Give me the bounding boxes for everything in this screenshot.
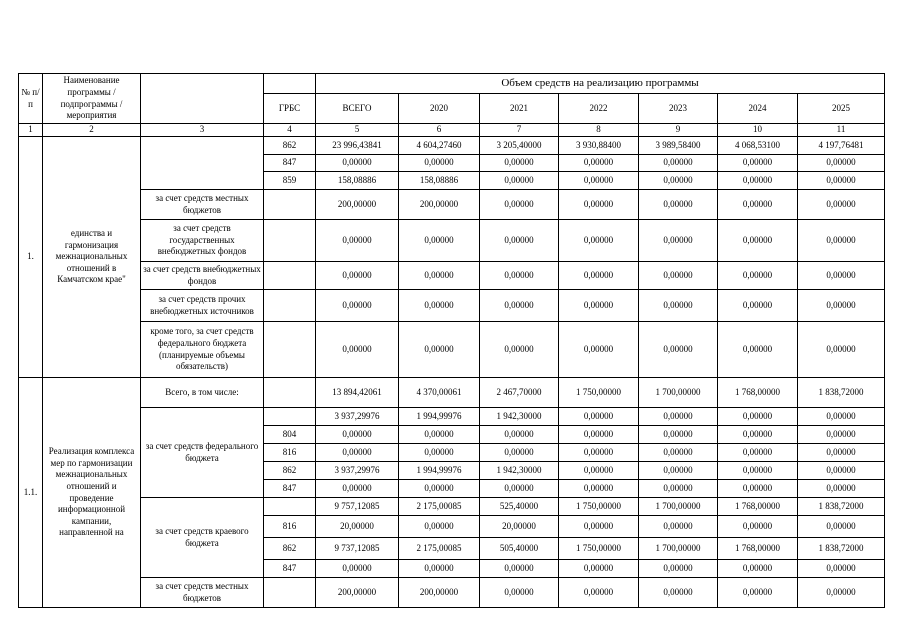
table-row xyxy=(19,322,885,378)
grbs-code xyxy=(264,190,316,220)
year-value: 20,00000 xyxy=(480,516,559,538)
total-value: 200,00000 xyxy=(316,578,399,608)
header-year: 2022 xyxy=(559,94,639,124)
year-value: 0,00000 xyxy=(798,322,885,378)
year-value: 0,00000 xyxy=(718,516,798,538)
header-year: 2020 xyxy=(399,94,480,124)
year-value: 0,00000 xyxy=(480,480,559,498)
year-value: 0,00000 xyxy=(559,408,639,426)
year-value: 1 838,72000 xyxy=(798,378,885,408)
table-row xyxy=(19,578,885,608)
header-source xyxy=(141,74,264,124)
header-year: 2021 xyxy=(480,94,559,124)
grbs-code: 862 xyxy=(264,137,316,155)
year-value: 4 604,27460 xyxy=(399,137,480,155)
year-value: 0,00000 xyxy=(798,408,885,426)
year-value: 1 700,00000 xyxy=(639,498,718,516)
total-value: 3 937,29976 xyxy=(316,462,399,480)
table-row xyxy=(19,262,885,290)
table-row xyxy=(19,290,885,322)
budget-table xyxy=(18,73,885,608)
grbs-code xyxy=(264,378,316,408)
year-value: 0,00000 xyxy=(480,322,559,378)
year-value: 525,40000 xyxy=(480,498,559,516)
total-value: 20,00000 xyxy=(316,516,399,538)
grbs-code xyxy=(264,220,316,262)
year-value: 0,00000 xyxy=(559,262,639,290)
grbs-code xyxy=(264,408,316,426)
year-value: 0,00000 xyxy=(480,262,559,290)
year-value: 0,00000 xyxy=(399,262,480,290)
year-value: 0,00000 xyxy=(798,290,885,322)
grbs-code xyxy=(264,498,316,516)
table-row xyxy=(19,378,885,408)
year-value: 0,00000 xyxy=(639,190,718,220)
year-value: 4 370,00061 xyxy=(399,378,480,408)
total-value: 0,00000 xyxy=(316,444,399,462)
total-value: 0,00000 xyxy=(316,220,399,262)
total-value: 0,00000 xyxy=(316,480,399,498)
year-value: 2 175,00085 xyxy=(399,538,480,560)
year-value: 0,00000 xyxy=(718,322,798,378)
year-value: 0,00000 xyxy=(559,462,639,480)
year-value: 1 994,99976 xyxy=(399,408,480,426)
year-value: 0,00000 xyxy=(399,155,480,172)
year-value: 1 838,72000 xyxy=(798,498,885,516)
grbs-code: 816 xyxy=(264,444,316,462)
year-value: 1 750,00000 xyxy=(559,498,639,516)
year-value: 0,00000 xyxy=(639,578,718,608)
column-number: 6 xyxy=(399,124,480,137)
column-number: 5 xyxy=(316,124,399,137)
year-value: 0,00000 xyxy=(559,480,639,498)
header-num: № п/п xyxy=(19,74,43,124)
year-value: 0,00000 xyxy=(639,172,718,190)
table-body xyxy=(19,74,885,608)
year-value: 0,00000 xyxy=(559,444,639,462)
year-value: 0,00000 xyxy=(718,444,798,462)
year-value: 0,00000 xyxy=(639,408,718,426)
year-value: 0,00000 xyxy=(639,560,718,578)
grbs-code xyxy=(264,262,316,290)
total-value: 0,00000 xyxy=(316,155,399,172)
year-value: 0,00000 xyxy=(480,560,559,578)
year-value: 0,00000 xyxy=(639,155,718,172)
total-value: 0,00000 xyxy=(316,290,399,322)
funding-source: за счет средств прочих внебюджетных источников xyxy=(141,290,264,322)
year-value: 0,00000 xyxy=(399,444,480,462)
grbs-code: 862 xyxy=(264,462,316,480)
year-value: 0,00000 xyxy=(480,444,559,462)
year-value: 0,00000 xyxy=(718,290,798,322)
total-value: 0,00000 xyxy=(316,322,399,378)
year-value: 0,00000 xyxy=(798,578,885,608)
header-year: 2023 xyxy=(639,94,718,124)
year-value: 0,00000 xyxy=(559,290,639,322)
year-value: 0,00000 xyxy=(480,155,559,172)
grbs-code: 862 xyxy=(264,538,316,560)
year-value: 0,00000 xyxy=(798,262,885,290)
grbs-code xyxy=(264,322,316,378)
total-value: 9 737,12085 xyxy=(316,538,399,560)
year-value: 0,00000 xyxy=(559,220,639,262)
year-value: 0,00000 xyxy=(718,578,798,608)
grbs-code: 847 xyxy=(264,480,316,498)
year-value: 0,00000 xyxy=(480,578,559,608)
year-value: 0,00000 xyxy=(639,480,718,498)
grbs-code: 847 xyxy=(264,155,316,172)
column-number: 3 xyxy=(141,124,264,137)
year-value: 0,00000 xyxy=(798,220,885,262)
column-number: 2 xyxy=(43,124,141,137)
year-value: 158,08886 xyxy=(399,172,480,190)
program-name: Реализация комплекса мер по гармонизации межнациональных отношений и проведение информационной кампании, направленной на xyxy=(43,378,141,608)
year-value: 0,00000 xyxy=(639,462,718,480)
grbs-code: 804 xyxy=(264,426,316,444)
table-row xyxy=(19,190,885,220)
year-value: 0,00000 xyxy=(399,220,480,262)
year-value: 0,00000 xyxy=(718,172,798,190)
year-value: 0,00000 xyxy=(798,560,885,578)
year-value: 0,00000 xyxy=(718,262,798,290)
table-row xyxy=(19,137,885,155)
header-total: ВСЕГО xyxy=(316,94,399,124)
year-value: 1 768,00000 xyxy=(718,498,798,516)
year-value: 0,00000 xyxy=(639,220,718,262)
header-row-1 xyxy=(19,74,885,94)
year-value: 0,00000 xyxy=(480,190,559,220)
header-grbs: ГРБС xyxy=(264,94,316,124)
year-value: 0,00000 xyxy=(480,220,559,262)
funding-source: за счет средств внебюджетных фондов xyxy=(141,262,264,290)
row-number: 1.1. xyxy=(19,378,43,608)
year-value: 0,00000 xyxy=(399,322,480,378)
year-value: 1 768,00000 xyxy=(718,538,798,560)
year-value: 0,00000 xyxy=(718,480,798,498)
column-number: 9 xyxy=(639,124,718,137)
grbs-code xyxy=(264,290,316,322)
funding-source: за счет средств местных бюджетов xyxy=(141,190,264,220)
funding-source: кроме того, за счет средств федерального бюджета (планируемые объемы обязательств) xyxy=(141,322,264,378)
year-value: 0,00000 xyxy=(480,290,559,322)
year-value: 0,00000 xyxy=(559,560,639,578)
year-value: 505,40000 xyxy=(480,538,559,560)
year-value: 0,00000 xyxy=(798,444,885,462)
funding-source: за счет средств краевого бюджета xyxy=(141,498,264,578)
program-name: единства и гармонизация межнациональных отношений в Камчатском крае" xyxy=(43,137,141,378)
total-value: 9 757,12085 xyxy=(316,498,399,516)
year-value: 0,00000 xyxy=(559,172,639,190)
column-number: 8 xyxy=(559,124,639,137)
funding-source: за счет средств государственных внебюджетных фондов xyxy=(141,220,264,262)
year-value: 0,00000 xyxy=(399,516,480,538)
year-value: 1 700,00000 xyxy=(639,378,718,408)
header-year: 2024 xyxy=(718,94,798,124)
year-value: 0,00000 xyxy=(559,426,639,444)
column-number: 4 xyxy=(264,124,316,137)
year-value: 200,00000 xyxy=(399,578,480,608)
year-value: 1 994,99976 xyxy=(399,462,480,480)
year-value: 0,00000 xyxy=(718,426,798,444)
total-value: 0,00000 xyxy=(316,262,399,290)
year-value: 0,00000 xyxy=(718,220,798,262)
year-value: 0,00000 xyxy=(559,155,639,172)
total-value: 3 937,29976 xyxy=(316,408,399,426)
year-value: 0,00000 xyxy=(639,290,718,322)
year-value: 0,00000 xyxy=(798,480,885,498)
table-row xyxy=(19,220,885,262)
year-value: 4 197,76481 xyxy=(798,137,885,155)
year-value: 1 942,30000 xyxy=(480,408,559,426)
year-value: 3 989,58400 xyxy=(639,137,718,155)
year-value: 200,00000 xyxy=(399,190,480,220)
year-value: 1 838,72000 xyxy=(798,538,885,560)
column-number: 10 xyxy=(718,124,798,137)
year-value: 3 205,40000 xyxy=(480,137,559,155)
year-value: 0,00000 xyxy=(798,155,885,172)
total-value: 0,00000 xyxy=(316,426,399,444)
year-value: 0,00000 xyxy=(639,322,718,378)
year-value: 1 942,30000 xyxy=(480,462,559,480)
column-number: 11 xyxy=(798,124,885,137)
year-value: 0,00000 xyxy=(639,444,718,462)
total-value: 0,00000 xyxy=(316,560,399,578)
column-number: 1 xyxy=(19,124,43,137)
grbs-code: 847 xyxy=(264,560,316,578)
row-number: 1. xyxy=(19,137,43,378)
year-value: 0,00000 xyxy=(718,155,798,172)
year-value: 0,00000 xyxy=(798,172,885,190)
year-value: 1 750,00000 xyxy=(559,378,639,408)
year-value: 0,00000 xyxy=(399,480,480,498)
year-value: 0,00000 xyxy=(639,516,718,538)
total-value: 23 996,43841 xyxy=(316,137,399,155)
year-value: 0,00000 xyxy=(639,262,718,290)
table-row xyxy=(19,498,885,516)
year-value: 0,00000 xyxy=(399,426,480,444)
header-year: 2025 xyxy=(798,94,885,124)
year-value: 0,00000 xyxy=(559,322,639,378)
grbs-code xyxy=(264,578,316,608)
total-value: 200,00000 xyxy=(316,190,399,220)
table-row xyxy=(19,408,885,426)
year-value: 1 768,00000 xyxy=(718,378,798,408)
year-value: 0,00000 xyxy=(559,578,639,608)
column-number: 7 xyxy=(480,124,559,137)
year-value: 0,00000 xyxy=(399,560,480,578)
year-value: 0,00000 xyxy=(559,190,639,220)
year-value: 0,00000 xyxy=(559,516,639,538)
grbs-code: 859 xyxy=(264,172,316,190)
source-cell xyxy=(141,137,264,190)
year-value: 0,00000 xyxy=(798,462,885,480)
year-value: 2 175,00085 xyxy=(399,498,480,516)
column-numbers-row xyxy=(19,124,885,137)
header-volume: Объем средств на реализацию программы xyxy=(316,74,885,94)
header-grbs-top xyxy=(264,74,316,94)
year-value: 0,00000 xyxy=(399,290,480,322)
funding-source: за счет средств местных бюджетов xyxy=(141,578,264,608)
year-value: 0,00000 xyxy=(798,426,885,444)
header-name: Наименование программы / подпрограммы / мероприятия xyxy=(43,74,141,124)
year-value: 0,00000 xyxy=(639,426,718,444)
year-value: 0,00000 xyxy=(718,560,798,578)
total-value: 158,08886 xyxy=(316,172,399,190)
year-value: 0,00000 xyxy=(798,190,885,220)
year-value: 3 930,88400 xyxy=(559,137,639,155)
year-value: 0,00000 xyxy=(480,426,559,444)
year-value: 0,00000 xyxy=(798,516,885,538)
year-value: 0,00000 xyxy=(718,462,798,480)
year-value: 0,00000 xyxy=(718,408,798,426)
year-value: 2 467,70000 xyxy=(480,378,559,408)
year-value: 1 750,00000 xyxy=(559,538,639,560)
grbs-code: 816 xyxy=(264,516,316,538)
year-value: 0,00000 xyxy=(480,172,559,190)
year-value: 4 068,53100 xyxy=(718,137,798,155)
funding-source: за счет средств федерального бюджета xyxy=(141,408,264,498)
year-value: 1 700,00000 xyxy=(639,538,718,560)
year-value: 0,00000 xyxy=(718,190,798,220)
total-value: 13 894,42061 xyxy=(316,378,399,408)
funding-source: Всего, в том числе: xyxy=(141,378,264,408)
